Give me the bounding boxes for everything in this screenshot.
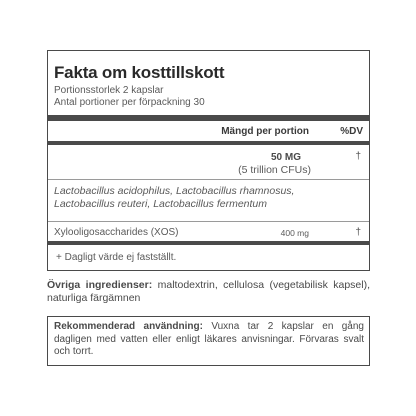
supplement-facts-panel (47, 50, 370, 271)
bottom-divider (48, 241, 369, 245)
serving-size: Portionsstorlek 2 kapslar (54, 85, 164, 96)
xos-name: Xylooligosaccharides (XOS) (54, 227, 179, 238)
medium-divider (48, 141, 369, 145)
probiotic-cfu: (5 trillion CFUs) (238, 164, 311, 176)
other-ingredients-text: maltodextrin, cellulosa (vegetabilisk kapsel), naturliga färgämnen (47, 279, 371, 304)
recommended-use-box (47, 316, 370, 366)
other-ingredients (47, 279, 370, 304)
thin-divider (48, 221, 369, 222)
xos-dv-dagger: † (355, 227, 361, 238)
probiotic-strains: Lactobacillus acidophilus, Lactobacillus rhamnosus, Lactobacillus reuteri, Lactobacillus fermentum (54, 185, 295, 210)
facts-title: Fakta om kosttillskott (54, 63, 225, 82)
probiotic-amount: 50 MG (270, 152, 301, 163)
thick-divider (48, 115, 369, 121)
servings-per-container: Antal portioner per förpackning 30 (54, 97, 205, 108)
recommended-use-text: Vuxna tar 2 kapslar en gång dagligen med vatten eller enligt läkares anvisningar. Förvaras svalt och torrt. (54, 321, 364, 357)
probiotic-dv-dagger: † (355, 151, 361, 162)
daily-value-header: %DV (340, 126, 363, 137)
recommended-use-label: Rekommenderad användning: (54, 321, 203, 332)
amount-per-serving-header: Mängd per portion (221, 126, 309, 137)
thin-divider (48, 179, 369, 180)
other-ingredients-label: Övriga ingredienser: (47, 279, 153, 291)
daily-value-footnote: + Dagligt värde ej fastställt. (56, 252, 177, 263)
xos-amount: 400 mg (280, 228, 309, 238)
